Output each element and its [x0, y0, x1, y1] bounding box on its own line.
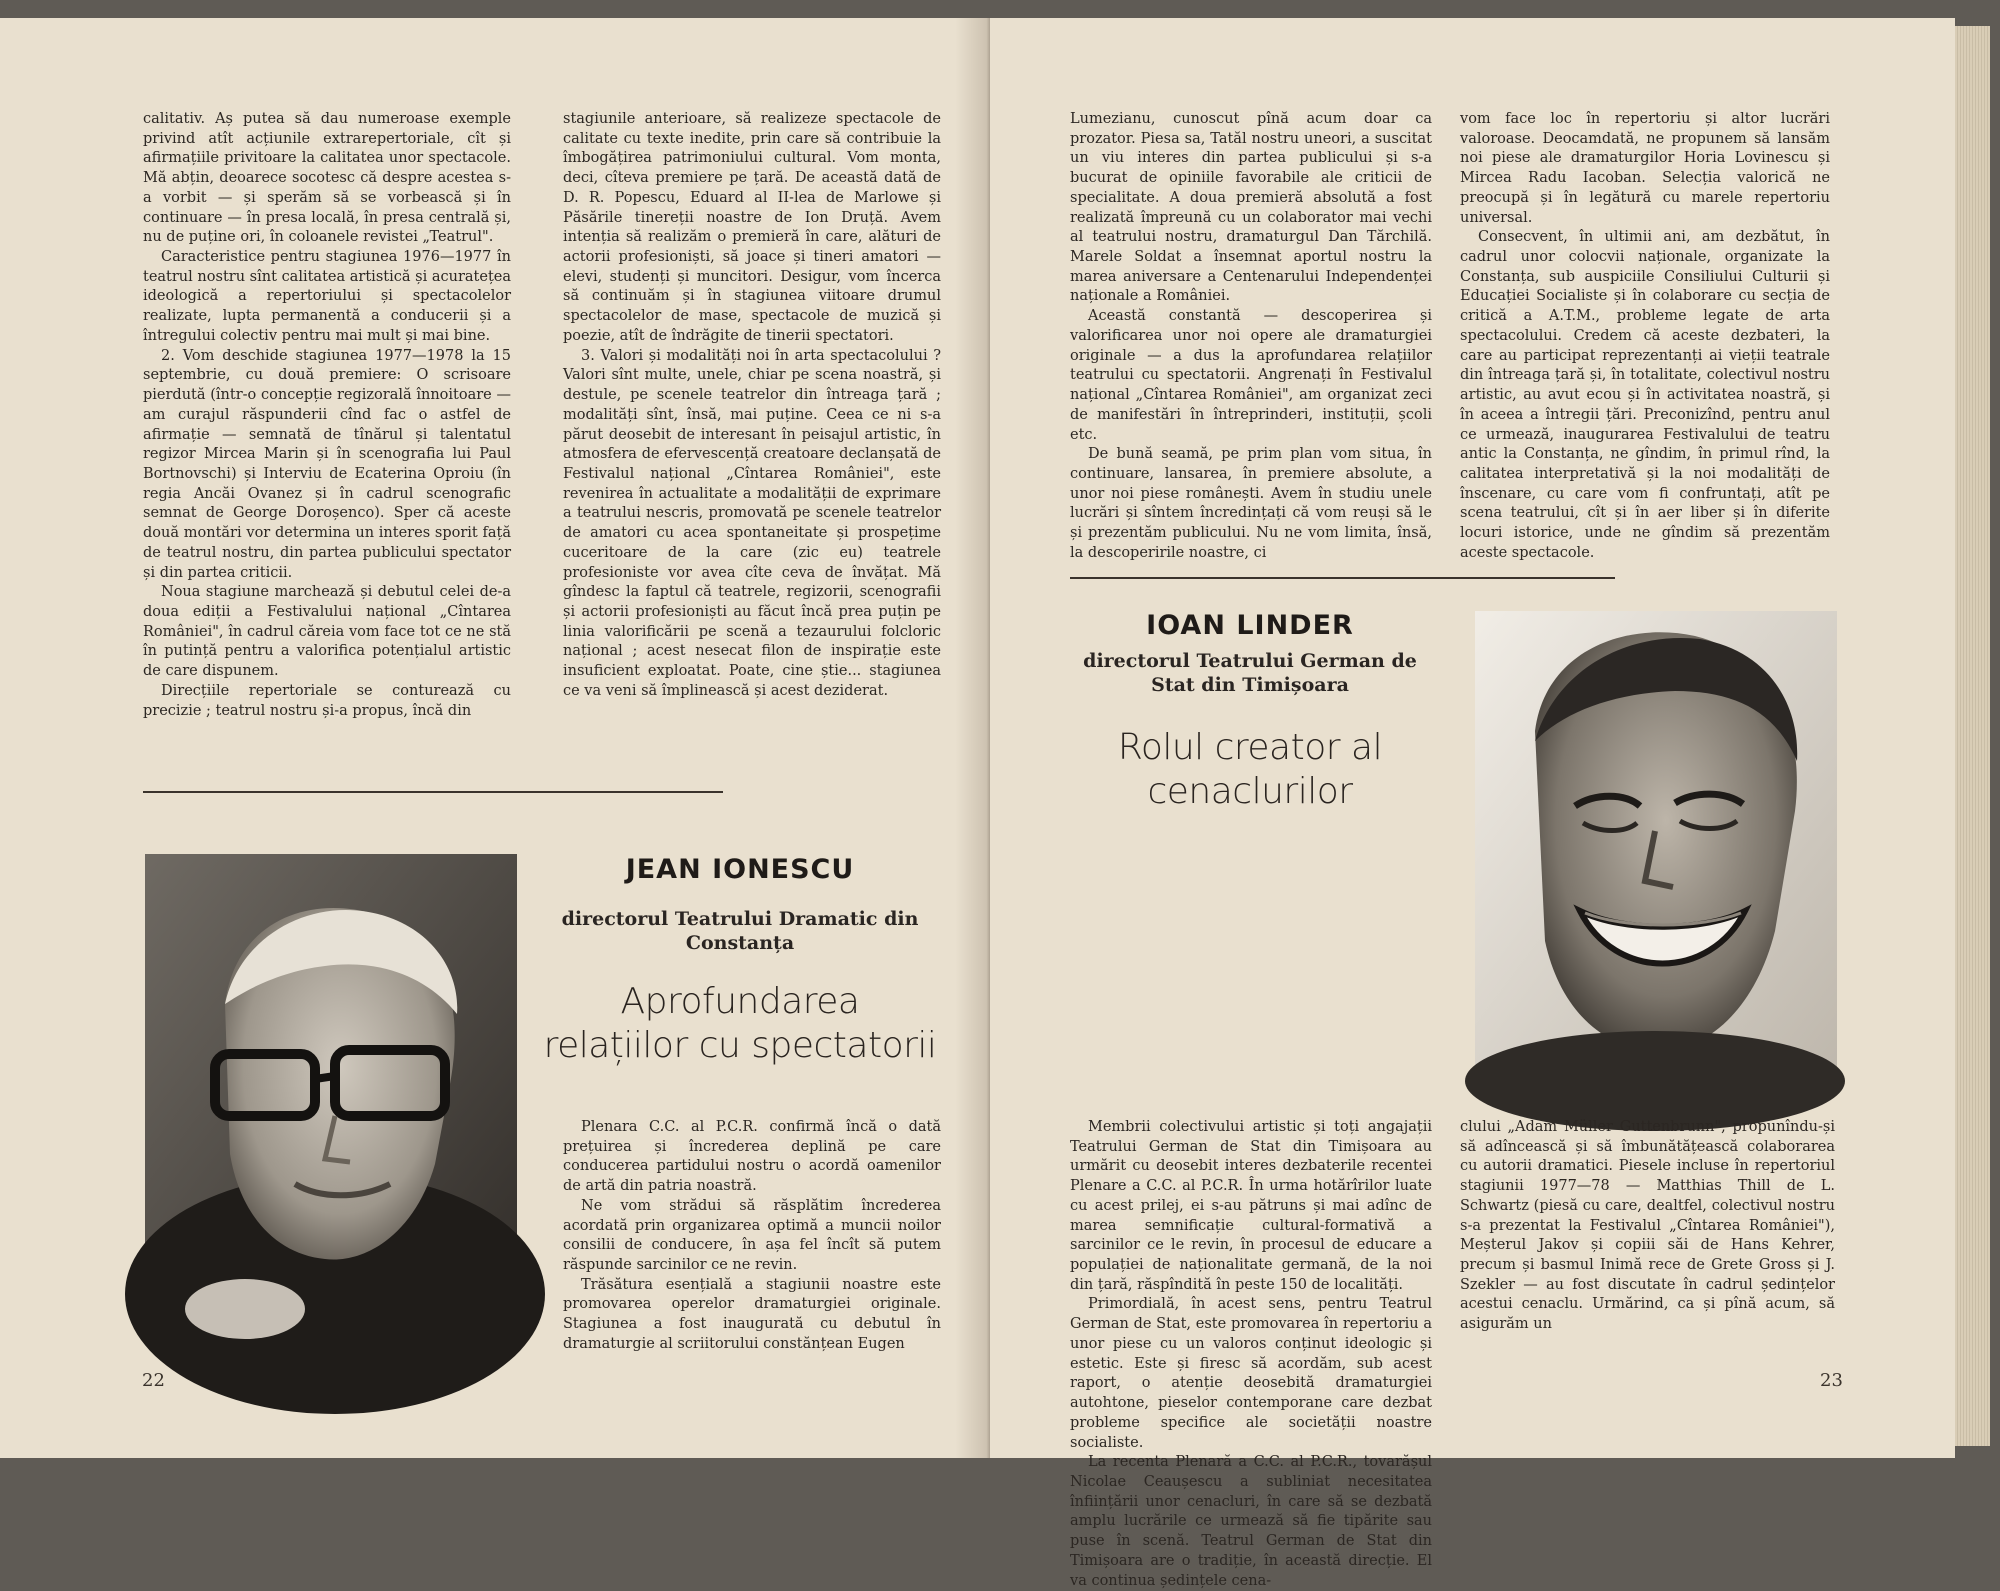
paragraph: La recenta Plenară a C.C. al P.C.R., tovarășul Nicolae Ceaușescu a subliniat necesitatea înființării unor cenacluri, în care să se dezbată amplu lucrările ce urmează să fie tipărite sau puse în scenă. Teatrul German de Stat din Timișoara are o tradiție, în această direcție. El va continua ședințele cena- [1070, 1454, 1432, 1589]
paragraph: stagiunile anterioare, să realizeze spectacole de calitate cu texte inedite, prin care să contribuie la îmbogățirea patrimoniului cultural. Vom monta, deci, cîteva premiere pe țară. De această dată de D. R. Popescu, Eduard al II-lea de Marlowe și Păsările tinereții noastre de Ion Druță. Avem intenția să realizăm o premieră în care, alături de actorii profesioniști, să joace și tineri amatori — elevi, studenți și muncitori. Desigur, vom încerca să continuăm și în stagiunea viitoare drumul spectacolelor de mase, spectacole de muzică și poezie, atît de îndrăgite de tinerii spectatori. [563, 111, 941, 344]
paragraph: Plenara C.C. al P.C.R. confirmă încă o dată prețuirea și încrederea deplină pe care conducerea partidului nostru o acordă oamenilor de artă din patria noastră. [563, 1119, 941, 1195]
paragraph: Noua stagiune marchează și debutul celei de-a doua ediții a Festivalului național „Cîntarea României", în cadrul căreia vom face tot ce ne stă în putință pentru a valorifica potențialul artistic de care dispunem. [143, 584, 511, 680]
article-title [520, 980, 960, 1068]
right-column-1 [1070, 110, 1432, 580]
left-column-1 [143, 110, 511, 736]
paragraph: Consecvent, în ultimii ani, am dezbătut, în cadrul unor colocvii naționale, organizate la Constanța, sub auspiciile Consiliului Culturii și Educației Socialiste și în colaborare cu secția de critică a A.T.M., probleme legate de arta spectacolului. Credem că aceste dezbateri, la care au participat reprezentanți ai vieții teatrale din întreaga țară și, în totalitate, colectivul nostru artistic, au avut ecou și în activitatea noastră, și în aceea a întregii țări. Preconizînd, pentru anul ce urmează, inaugurarea Festivalului de teatru antic la Constanța, ne gîndim, în primul rînd, la calitatea interpretativă și la noi modalități de înscenare, cu care vom fi confruntați, atît pe scena teatrului, cît și în aer liber și în diferite locuri istorice, unde ne gîndim să prezentăm aceste spectacole. [1460, 229, 1830, 561]
page-number: 23 [1820, 1370, 1843, 1391]
paragraph: Trăsătura esențială a stagiunii noastre este promovarea operelor dramaturgiei originale. Stagiunea a fost inaugurată cu debutul în dramaturgie al scriitorului constănțean Eugen [563, 1276, 941, 1352]
paragraph: 3. Valori și modalități noi în arta spectacolului ? Valori sînt multe, unele, chiar pe scena noastră, și destule, pe scenele teatrelor din întreaga țară ; modalități sînt, însă, mai puține. Ceea ce ni s-a părut deosebit de interesant în peisajul artistic, în atmosfera de efervescență creatoare declanșată de Festivalul național „Cîntarea României", este revenirea în actualitate a modalității de exprimare a teatrului nescris, promovată pe scenele teatrelor de amatori cu acea spontaneitate și prospețime cuceritoare de la care (zic eu) teatrele profesioniste vor avea cîte ceva de învățat. Mă gîndesc la faptul că teatrele, regizorii, scenografii și actorii profesioniști au făcut încă prea puțin pe linia valorificării pe scenă a tezaurului folcloric național ; acest nesecat filon de inspirație este insuficient exploatat. Poate, cine știe... stagiunea ce va veni să împlinească și acest deziderat. [563, 347, 941, 699]
paragraph: Caracteristice pentru stagiunea 1976—1977 în teatrul nostru sînt calitatea artistică și acuratețea ideologică a repertoriului și spectacolelor realizate, lupta permanentă a conducerii și a întregului colectiv pentru mai mult și mai bine. [143, 249, 511, 344]
author-role: directorul Teatrului Dramatic din Constanța [561, 908, 919, 954]
paragraph: vom face loc în repertoriu și altor lucrări valoroase. Deocamdată, ne propunem să lansăm noi piese ale dramaturgilor Horia Lovinescu și Mircea Radu Iacoban. Selecția valorică ne preocupă și în legătură cu marele repertoriu universal. [1460, 111, 1830, 226]
paragraph: calitativ. Aș putea să dau numeroase exemple privind atît acțiunile extrarepertoriale, cît și afirmațiile privitoare la calitatea unor spectacole. Mă abțin, deoarece socotesc că despre acestea s-a vorbit — și sperăm să se vorbească și în continuare — în presa locală, în presa centrală și, nu de puține ori, în coloanele revistei „Teatrul". [143, 111, 511, 246]
paragraph: Această constantă — descoperirea și valorificarea unor noi opere ale dramaturgiei originale — a dus la aprofundarea relațiilor teatrului cu spectatorii. Angrenați în Festivalul național „Cîntarea României", am organizat zeci de manifestări în întreprinderi, instituții, școli etc. [1070, 308, 1432, 443]
article-title [1050, 726, 1450, 814]
left-column-2 [563, 110, 941, 736]
right-page [990, 18, 1955, 1589]
portrait-ioan-linder [1475, 611, 1837, 1093]
portrait-jean-ionescu [145, 854, 517, 1344]
section-divider [1070, 577, 1615, 579]
paragraph: Direcțiile repertoriale se conturează cu precizie ; teatrul nostru și-a propus, încă din [143, 682, 511, 719]
article-title-line-2: relațiilor cu spectatorii [543, 1024, 937, 1066]
left-column-3 [563, 1118, 941, 1350]
paragraph: Membrii colectivului artistic și toți angajații Teatrului German de Stat din Timișoara au urmărit cu deosebit interes dezbaterile recentei Plenare a C.C. al P.C.R. În urma hotărîrilor luate cu acest prilej, ei s-au pătruns și mai adînc de marea semnificație cultural-formativă a sarcinilor ce le revin, în procesul de educare a populației de naționalitate germană, de la noi din țară, răspîndită în peste 150 de localități. [1070, 1119, 1432, 1293]
author-name: IOAN LINDER [1146, 610, 1354, 641]
paragraph: Ne vom strădui să răsplătim încrederea acordată prin organizarea optimă a muncii noilor consilii de conducere, în așa fel încît să putem răspunde sarcinilor ce ne revin. [563, 1197, 941, 1274]
portrait-image [1475, 611, 1837, 1093]
author-name: JEAN IONESCU [625, 854, 855, 885]
paragraph: Primordială, în acest sens, pentru Teatrul German de Stat, este promovarea în repertoriu a unor piese cu un valoros conținut ideologic și estetic. Este și firesc să acordăm, sub acest raport, o atenție deosebită dramaturgiei autohtone, pieselor contemporane care dezbat probleme specifice ale societății noastre socialiste. [1070, 1296, 1432, 1451]
page-number: 22 [142, 1370, 165, 1391]
article-title-line-1: Rolul creator al [1117, 727, 1383, 768]
paragraph: 2. Vom deschide stagiunea 1977—1978 la 15 septembrie, cu două premiere: O scrisoare pierdută (într-o concepție regizorală înnoitoare — am curajul răspunderii cînd fac o astfel de afirmație — semnată de tînărul și talentatul regizor Mircea Marin și în scenografia lui Paul Bortnovschi) și Interviu de Ecaterina Oproiu (în regia Ancăi Ovanez și în cadrul scenografic semnat de George Doroșenco). Sper că aceste două montări vor determina un interes sporit față de teatrul nostru, din partea publicului spectator și din partea criticii. [143, 347, 511, 581]
right-column-3 [1070, 1118, 1432, 1589]
article-title-line-2: cenaclurilor [1147, 770, 1353, 812]
article-title-line-1: Aprofundarea [620, 981, 860, 1022]
author-role: directorul Teatrului German de Stat din Timișoara [1083, 650, 1417, 696]
paragraph: clului „Adam Müller Guttenbrunn", propunîndu-și să adîncească și să îmbunătățească colaborarea cu autorii dramatici. Piesele incluse în repertoriul stagiunii 1977—78 — Matthias Thill de L. Schwartz (piesă cu care, dealtfel, colectivul nostru s-a prezentat la Festivalul „Cîntarea României"), Meșterul Jakov și copiii săi de Hans Kehrer, precum și basmul Inimă rece de Grete Gross și J. Szekler — au fost discutate în cadrul ședințelor acestui cenaclu. Urmărind, ca și pînă acum, să asigurăm un [1460, 1119, 1835, 1333]
section-divider [143, 791, 723, 793]
paragraph: Lumezianu, cunoscut pînă acum doar ca prozator. Piesa sa, Tatăl nostru uneori, a suscitat un viu interes din partea publicului și s-a bucurat de opiniile favorabile ale criticii de specialitate. A doua premieră absolută a fost realizată împreună cu un colaborator mai vechi al teatrului nostru, dramaturgul Dan Tărchilă. Marele Soldat a însemnat aportul nostru la marea aniversare a Centenarului Independenței naționale a României. [1070, 111, 1432, 305]
left-page [0, 18, 991, 1458]
right-column-4 [1460, 1118, 1835, 1354]
right-column-2 [1460, 110, 1830, 580]
page-edges [1955, 26, 1990, 1446]
paragraph: De bună seamă, pe prim plan vom situa, în continuare, lansarea, în premiere absolute, a unor noi piese românești. Avem în studiu unele lucrări și sîntem încredințați că vom reuși să le și prezentăm publicului. Nu ne vom limita, însă, la descoperirile noastre, ci [1070, 446, 1432, 561]
portrait-image [145, 854, 517, 1344]
